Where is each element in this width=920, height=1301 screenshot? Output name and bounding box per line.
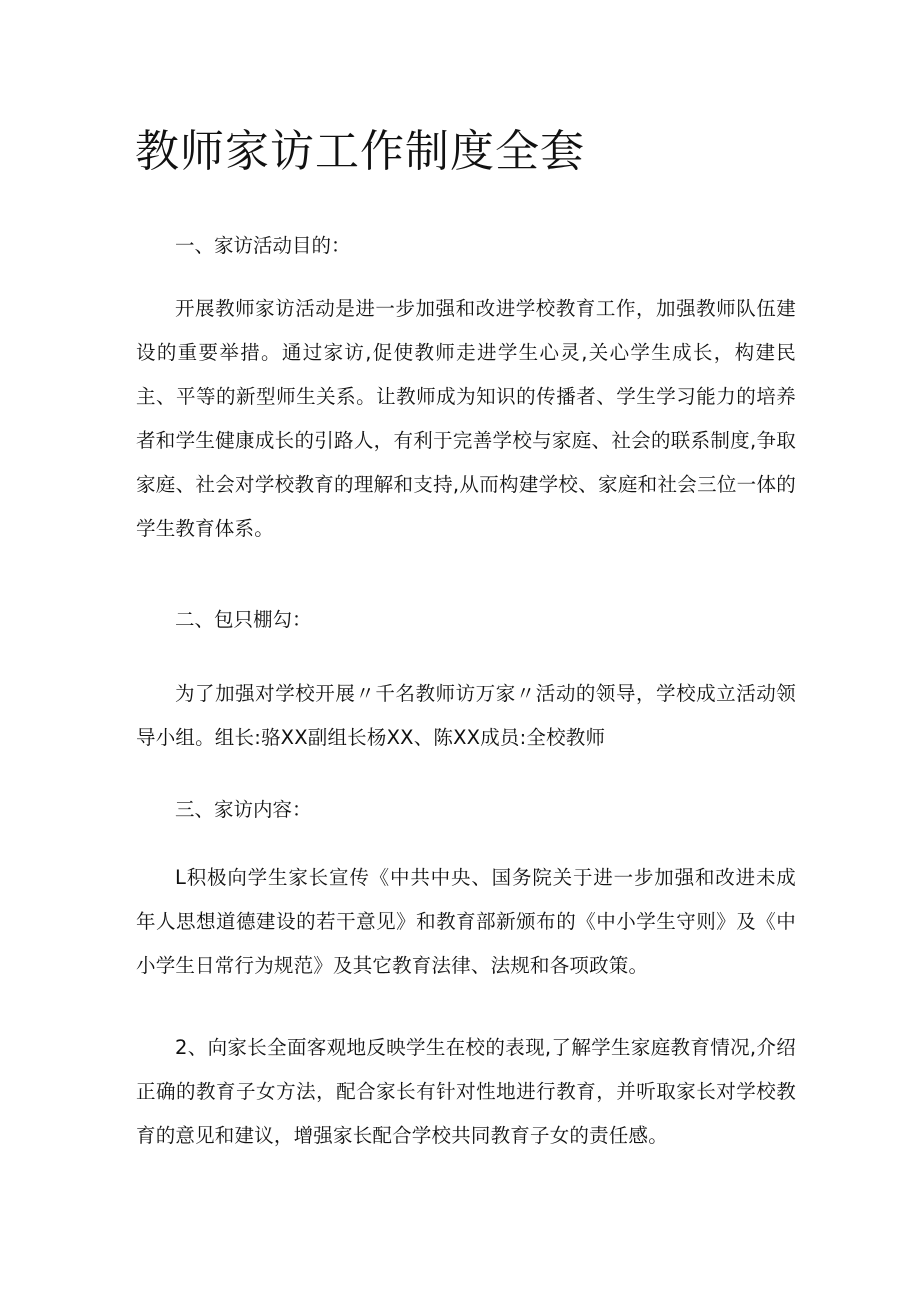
- section-heading-leadership: 二、包只棚勾：: [175, 608, 312, 631]
- document-title: 教师家访工作制度全套: [135, 126, 585, 177]
- paragraph-content-item-2: 2、向家长全面客观地反映学生在校的表现,了解学生家庭教育情况,介绍正确的教育子女方法，配合家长有针对性地进行教育，并听取家长对学校教育的意见和建议，增强家长配合学校共同教育子女的责任感。: [136, 1036, 796, 1147]
- paragraph-purpose: 开展教师家访活动是进一步加强和改进学校教育工作，加强教师队伍建设的重要举措。通过家访,促使教师走进学生心灵,关心学生成长，构建民主、平等的新型师生关系。让教师成为知识的传播者、学生学习能力的培养者和学生健康成长的引路人，有利于完善学校与家庭、社会的联系制度,争取家庭、社会对学校教育的理解和支持,从而构建学校、家庭和社会三位一体的学生教育体系。: [136, 297, 796, 540]
- section-heading-purpose: 一、家访活动目的：: [175, 234, 351, 257]
- section-heading-content: 三、家访内容：: [175, 798, 312, 821]
- paragraph-leadership: 为了加强对学校开展〃千名教师访万家〃活动的领导，学校成立活动领导小组。组长:骆XX副组长杨XX、陈XX成员:全校教师: [136, 682, 796, 749]
- paragraph-content-item-1: L积极向学生家长宣传《中共中央、国务院关于进一步加强和改进未成年人思想道德建设的若干意见》和教育部新颁布的《中小学生守则》及《中小学生日常行为规范》及其它教育法律、法规和各项政策。: [136, 866, 796, 977]
